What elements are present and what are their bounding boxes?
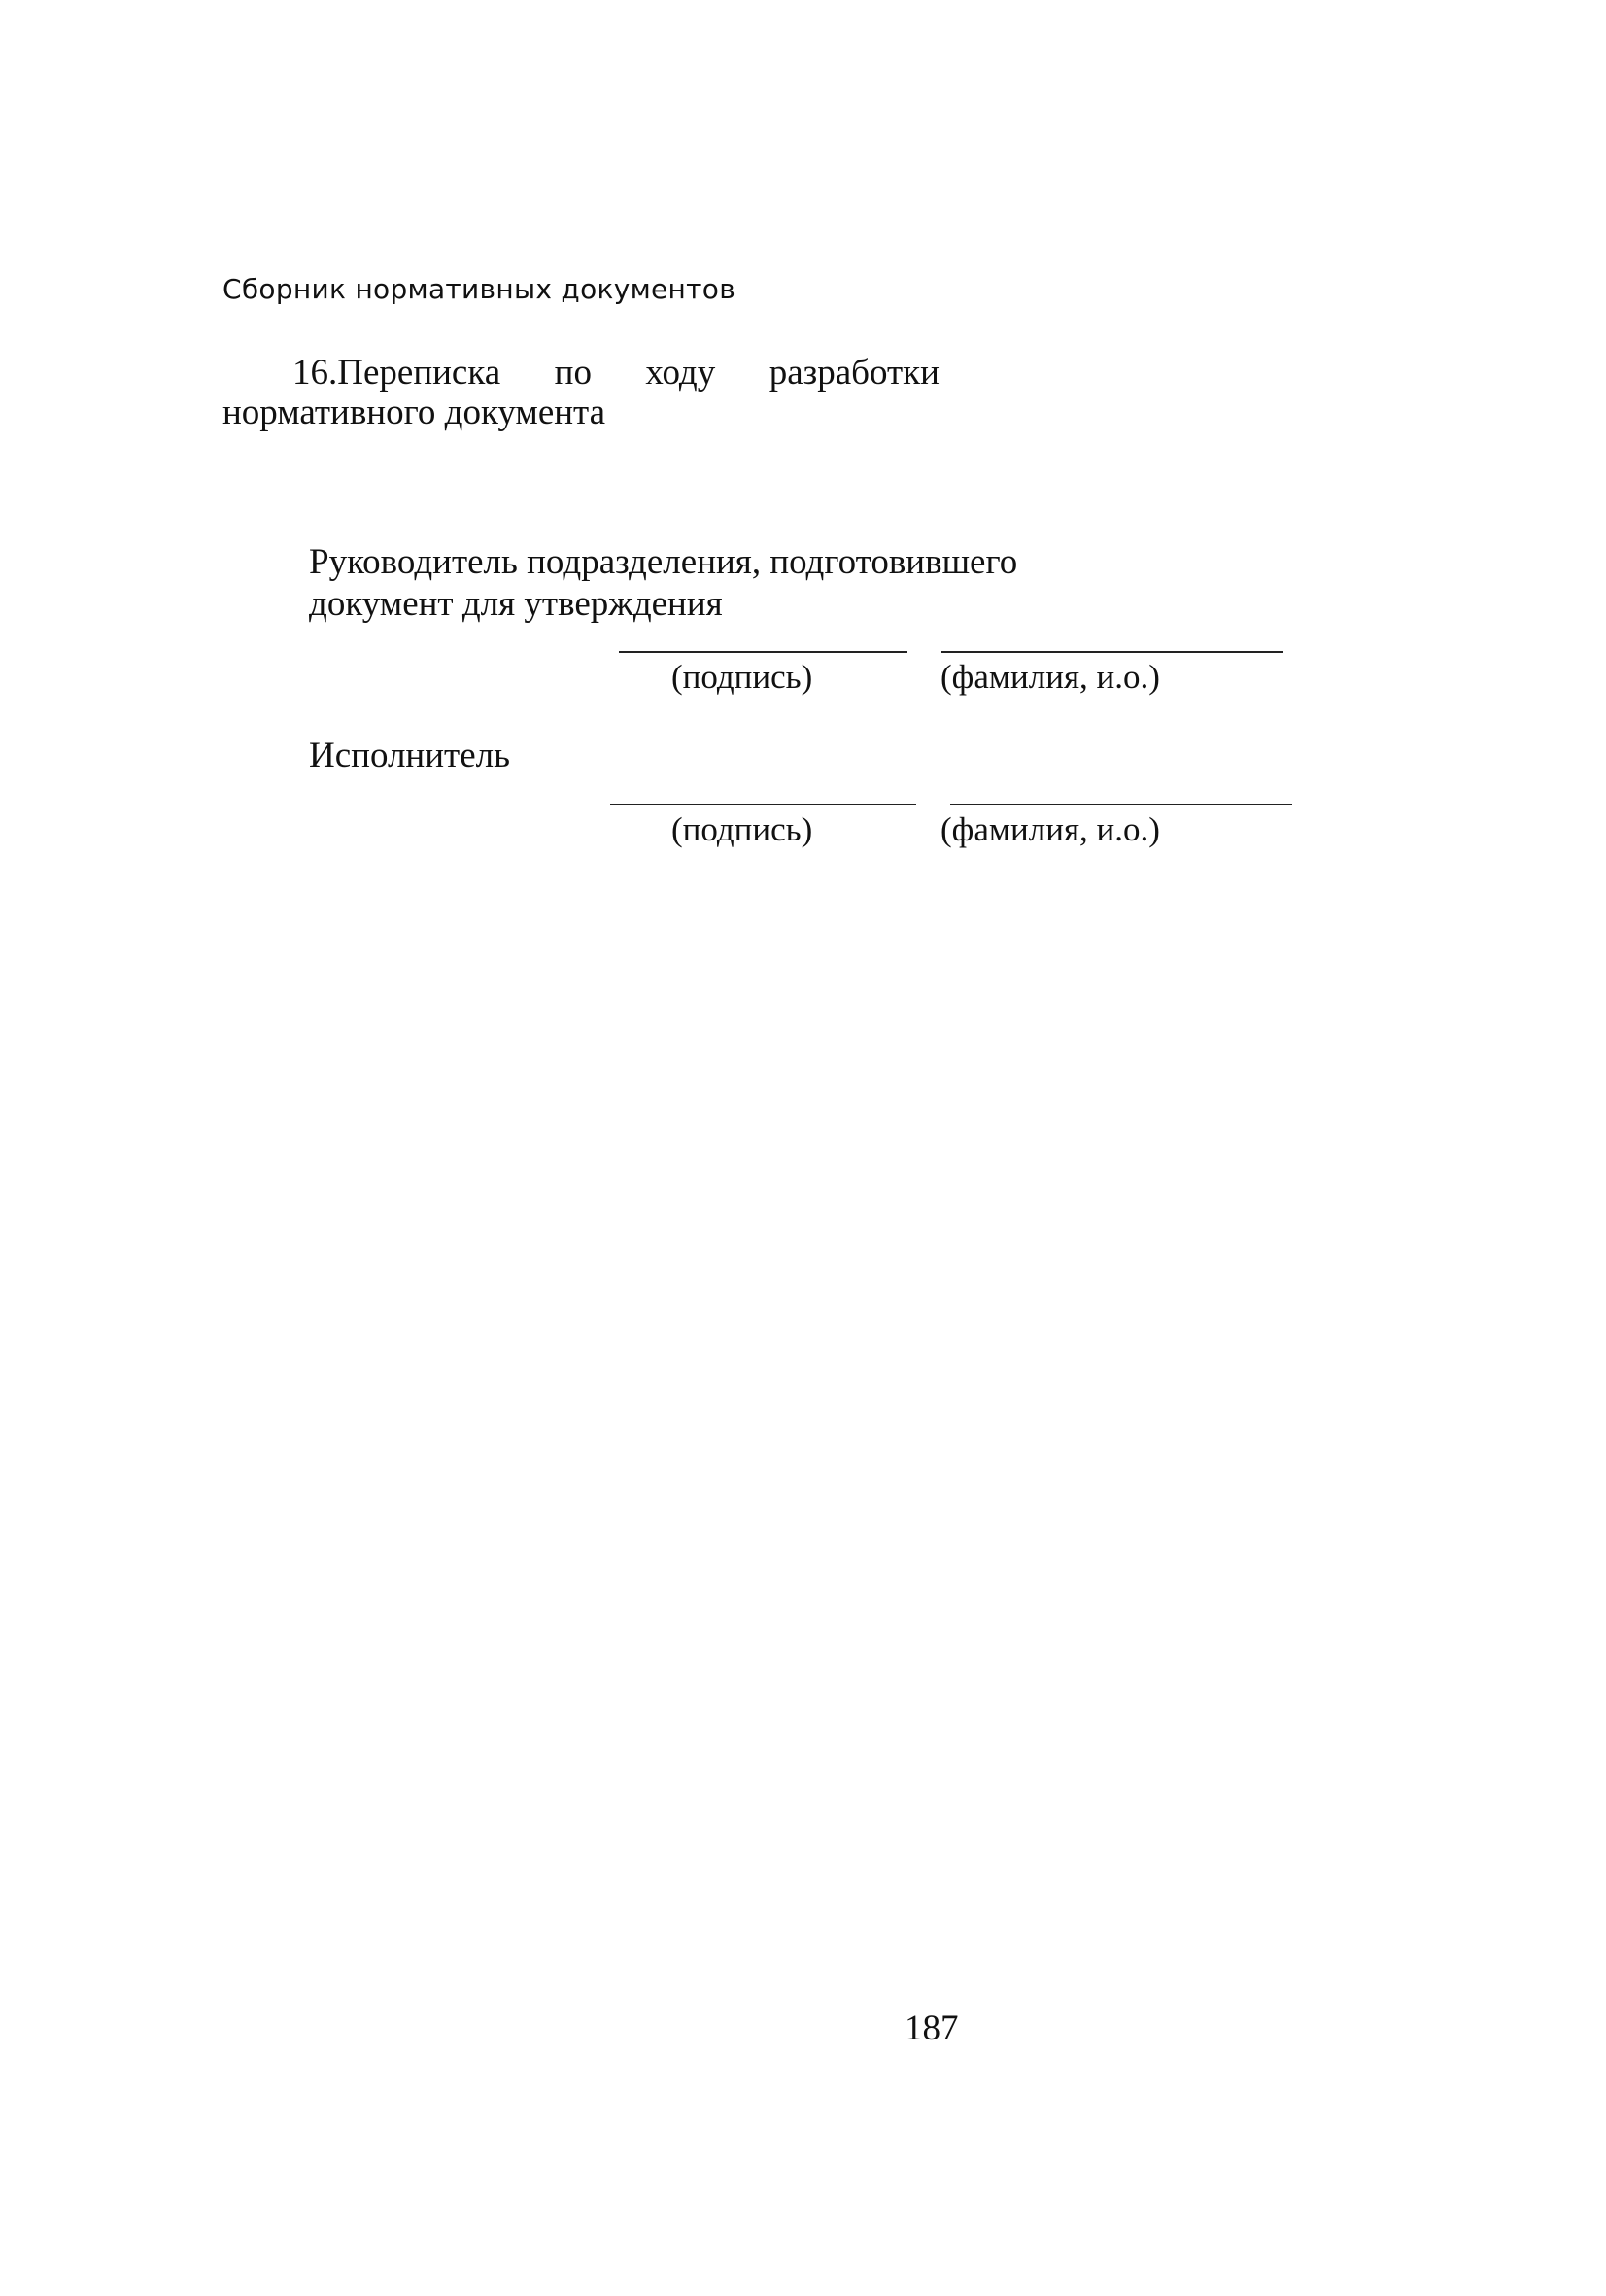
page-number: 187 — [905, 2008, 959, 2048]
executor-name-line[interactable] — [950, 804, 1292, 805]
item-16-title-line1 — [292, 352, 940, 394]
item-word: по — [554, 353, 592, 393]
approver-heading — [309, 541, 1017, 625]
approver-name-caption: (фамилия, и.о.) — [940, 658, 1160, 696]
approver-heading-line2: документ для утверждения — [309, 584, 723, 624]
approver-heading-line1: Руководитель подразделения, подготовившего — [309, 542, 1018, 582]
executor-name-caption: (фамилия, и.о.) — [940, 810, 1160, 848]
approver-signature-caption: (подпись) — [671, 658, 813, 696]
item-word: 16.Переписка — [292, 353, 501, 393]
approver-name-line[interactable] — [941, 651, 1283, 653]
running-head: Сборник нормативных документов — [222, 273, 735, 305]
item-word: разработки — [769, 353, 940, 393]
item-word: ходу — [645, 353, 716, 393]
item-16-title-line2: нормативного документа — [222, 393, 606, 432]
executor-signature-caption: (подпись) — [671, 810, 813, 848]
approver-signature-line[interactable] — [619, 651, 907, 653]
executor-label: Исполнитель — [309, 736, 510, 775]
executor-signature-line[interactable] — [610, 804, 916, 805]
